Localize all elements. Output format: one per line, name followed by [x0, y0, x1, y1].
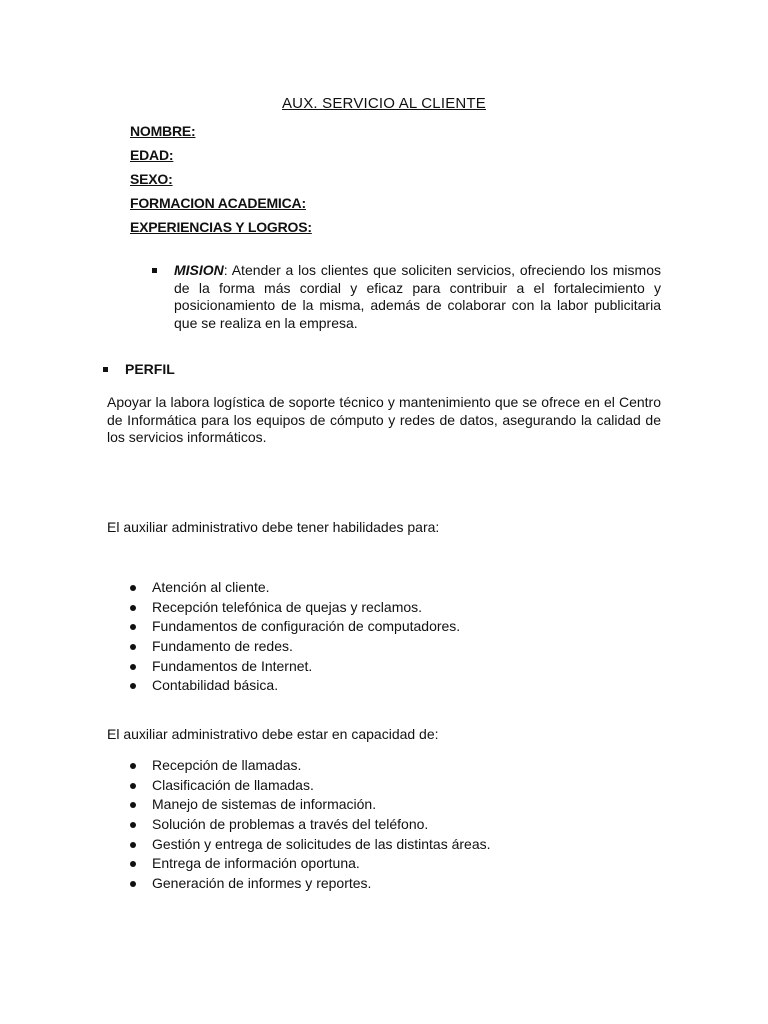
list-item [0, 598, 460, 618]
habilidades-list [0, 578, 460, 696]
field-sexo: SEXO: [130, 171, 173, 187]
field-edad: EDAD: [130, 147, 174, 163]
list-item [0, 776, 491, 796]
list-item [0, 637, 460, 657]
list-item [0, 815, 491, 835]
square-bullet-icon [152, 268, 157, 273]
square-bullet-icon [103, 367, 108, 372]
bullet-icon [130, 683, 136, 689]
list-item-text: Generación de informes y reportes. [152, 875, 372, 892]
field-experiencias-logros: EXPERIENCIAS Y LOGROS: [130, 219, 312, 235]
list-item [0, 756, 491, 776]
list-item-text: Gestión y entrega de solicitudes de las distintas áreas. [152, 835, 491, 852]
bullet-icon [130, 783, 136, 789]
list-item-text: Manejo de sistemas de información. [152, 796, 377, 813]
mision-text: : Atender a los clientes que soliciten servicios, ofreciendo los mismos de la forma más cordial y eficaz para contribuir a el fortalecimiento y posicionamiento de la misma, además de colaborar con la labor publicitaria que se realiza en la empresa. [174, 262, 661, 331]
bullet-icon [130, 861, 136, 867]
bullet-icon [130, 763, 136, 769]
perfil-paragraph: Apoyar la labora logística de soporte técnico y mantenimiento que se ofrece en el Centro de Informática para los equipos de cómputo y redes de datos, asegurando la calidad de los servicios informáticos. [107, 394, 661, 445]
list-item [0, 854, 491, 874]
capacidades-list [0, 756, 491, 894]
list-item-text: Fundamentos de configuración de computadores. [152, 618, 461, 635]
list-item [0, 578, 460, 598]
list-item [0, 795, 491, 815]
list-item-text: Clasificación de llamadas. [152, 776, 314, 793]
bullet-icon [130, 644, 136, 650]
bullet-icon [130, 842, 136, 848]
personal-fields [130, 119, 312, 239]
field-formacion-academica: FORMACION ACADEMICA: [130, 195, 306, 211]
bullet-icon [130, 802, 136, 808]
list-item [0, 617, 460, 637]
bullet-icon [130, 664, 136, 670]
list-item-text: Contabilidad básica. [152, 677, 279, 694]
list-item [0, 835, 491, 855]
bullet-icon [130, 881, 136, 887]
perfil-heading: PERFIL [125, 361, 175, 377]
list-item-text: Entrega de información oportuna. [152, 855, 360, 872]
bullet-icon [130, 605, 136, 611]
field-nombre: NOMBRE: [130, 123, 196, 139]
list-item [0, 676, 460, 696]
list-item [0, 657, 460, 677]
mision-label: MISION [174, 262, 224, 278]
list-item-text: Recepción de llamadas. [152, 757, 302, 773]
document-title: AUX. SERVICIO AL CLIENTE [281, 95, 487, 112]
capacidades-intro: El auxiliar administrativo debe estar en capacidad de: [107, 726, 439, 742]
list-item-text: Atención al cliente. [152, 579, 270, 595]
bullet-icon [130, 624, 136, 630]
list-item-text: Fundamento de redes. [152, 638, 293, 655]
list-item-text: Fundamentos de Internet. [152, 657, 313, 674]
list-item [0, 874, 491, 894]
list-item-text: Recepción telefónica de quejas y reclamos. [152, 598, 423, 615]
bullet-icon [130, 822, 136, 828]
mision-paragraph [174, 262, 661, 332]
habilidades-intro: El auxiliar administrativo debe tener habilidades para: [107, 519, 440, 535]
bullet-icon [130, 585, 136, 591]
list-item-text: Solución de problemas a través del teléfono. [152, 816, 429, 833]
